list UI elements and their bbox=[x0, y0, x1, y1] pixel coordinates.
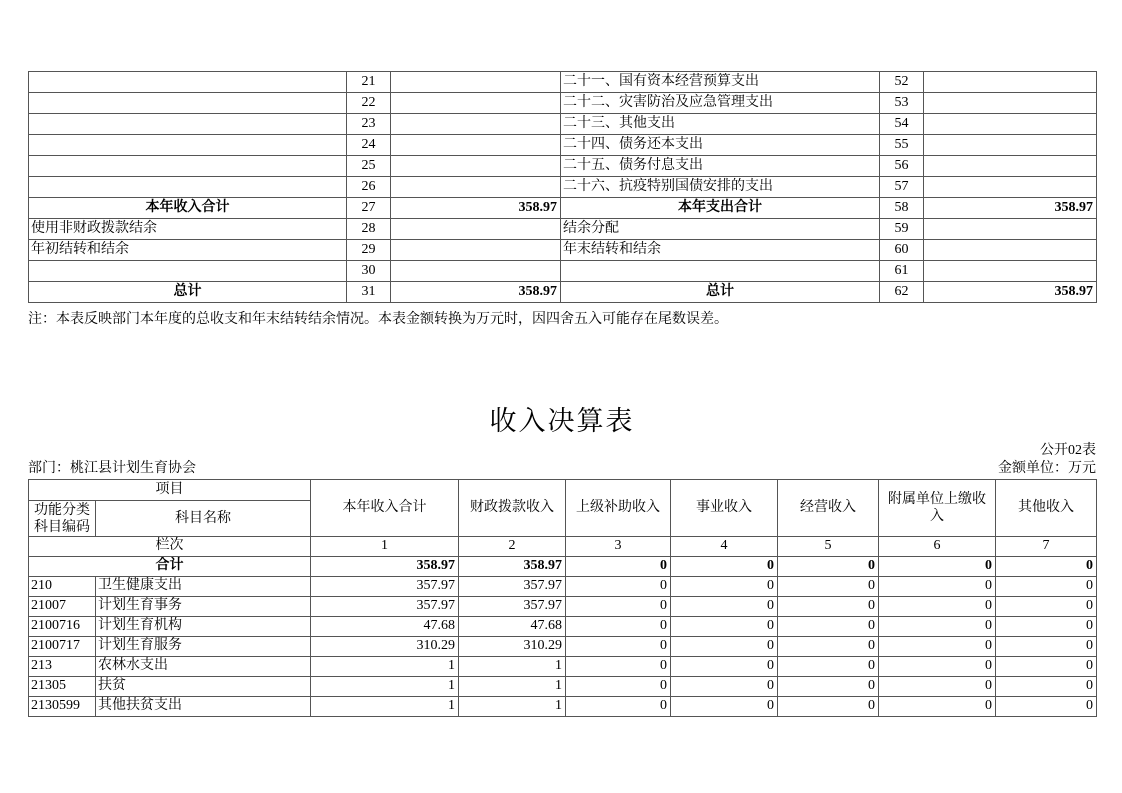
col-index: 6 bbox=[879, 537, 996, 557]
cell-value: 0 bbox=[671, 617, 778, 637]
income-table bbox=[28, 479, 1097, 717]
cell-value: 0 bbox=[996, 577, 1097, 597]
expense-item-label bbox=[561, 261, 880, 282]
income-value bbox=[391, 219, 561, 240]
func-code: 21305 bbox=[29, 677, 96, 697]
cell-value: 0 bbox=[879, 677, 996, 697]
income-value bbox=[391, 93, 561, 114]
income-item-label bbox=[29, 72, 347, 93]
cell-value: 0 bbox=[996, 637, 1097, 657]
income-total-label: 本年收入合计 bbox=[29, 198, 347, 219]
summary-row bbox=[29, 93, 1097, 114]
row-number: 30 bbox=[347, 261, 391, 282]
subject-name: 其他扶贫支出 bbox=[96, 697, 311, 717]
subject-name: 扶贫 bbox=[96, 677, 311, 697]
income-item-label: 使用非财政拨款结余 bbox=[29, 219, 347, 240]
col-header-fiscal-appropriation: 财政拨款收入 bbox=[459, 480, 566, 537]
unit-label: 金额单位：万元 bbox=[998, 461, 1096, 476]
expense-grandtotal-label: 总计 bbox=[561, 282, 880, 303]
cell-value: 1 bbox=[459, 697, 566, 717]
cell-value: 1 bbox=[311, 697, 459, 717]
summary-row bbox=[29, 114, 1097, 135]
expense-value bbox=[924, 240, 1097, 261]
cell-value: 0 bbox=[778, 637, 879, 657]
col-header-operational-income: 事业收入 bbox=[671, 480, 778, 537]
row-number: 21 bbox=[347, 72, 391, 93]
expense-total-value: 358.97 bbox=[924, 198, 1097, 219]
row-number: 58 bbox=[880, 198, 924, 219]
summary-row bbox=[29, 219, 1097, 240]
cell-value: 0 bbox=[671, 677, 778, 697]
cell-value: 357.97 bbox=[311, 597, 459, 617]
col-index: 5 bbox=[778, 537, 879, 557]
expense-value bbox=[924, 135, 1097, 156]
row-number: 27 bbox=[347, 198, 391, 219]
cell-value: 0 bbox=[566, 657, 671, 677]
cell-value: 0 bbox=[671, 597, 778, 617]
col-index: 3 bbox=[566, 537, 671, 557]
expense-item-label: 年末结转和结余 bbox=[561, 240, 880, 261]
cell-value: 0 bbox=[566, 677, 671, 697]
cell-value: 0 bbox=[996, 697, 1097, 717]
income-data-row bbox=[29, 657, 1097, 677]
summary-grandtotal-row bbox=[29, 282, 1097, 303]
row-number: 54 bbox=[880, 114, 924, 135]
expense-item-label: 二十六、抗疫特别国债安排的支出 bbox=[561, 177, 880, 198]
expense-item-label: 二十三、其他支出 bbox=[561, 114, 880, 135]
cell-value: 0 bbox=[996, 617, 1097, 637]
income-item-label bbox=[29, 135, 347, 156]
department-label: 部门：桃江县计划生育协会 bbox=[28, 461, 196, 476]
annual-summary-table bbox=[28, 71, 1097, 303]
func-code: 210 bbox=[29, 577, 96, 597]
cell-value: 1 bbox=[311, 677, 459, 697]
expense-value bbox=[924, 156, 1097, 177]
lanci-label: 栏次 bbox=[29, 537, 311, 557]
row-number: 23 bbox=[347, 114, 391, 135]
col-header-total-income: 本年收入合计 bbox=[311, 480, 459, 537]
cell-value: 0 bbox=[566, 637, 671, 657]
cell-value: 358.97 bbox=[311, 557, 459, 577]
cell-value: 0 bbox=[879, 617, 996, 637]
income-value bbox=[391, 240, 561, 261]
func-code: 2100716 bbox=[29, 617, 96, 637]
subject-name: 卫生健康支出 bbox=[96, 577, 311, 597]
summary-row bbox=[29, 261, 1097, 282]
cell-value: 0 bbox=[879, 577, 996, 597]
table-code: 公开02表 bbox=[1040, 443, 1096, 458]
cell-value: 357.97 bbox=[311, 577, 459, 597]
cell-value: 358.97 bbox=[459, 557, 566, 577]
income-value bbox=[391, 135, 561, 156]
income-item-label bbox=[29, 177, 347, 198]
row-number: 29 bbox=[347, 240, 391, 261]
cell-value: 0 bbox=[778, 657, 879, 677]
row-number: 59 bbox=[880, 219, 924, 240]
cell-value: 1 bbox=[459, 677, 566, 697]
row-number: 26 bbox=[347, 177, 391, 198]
cell-value: 0 bbox=[996, 677, 1097, 697]
subject-name: 农林水支出 bbox=[96, 657, 311, 677]
row-number: 62 bbox=[880, 282, 924, 303]
cell-value: 0 bbox=[996, 597, 1097, 617]
income-data-row bbox=[29, 637, 1097, 657]
income-total-value: 358.97 bbox=[391, 198, 561, 219]
cell-value: 47.68 bbox=[459, 617, 566, 637]
expense-grandtotal-value: 358.97 bbox=[924, 282, 1097, 303]
income-header-row-1 bbox=[29, 480, 1097, 501]
expense-value bbox=[924, 177, 1097, 198]
summary-row bbox=[29, 156, 1097, 177]
col-index: 2 bbox=[459, 537, 566, 557]
col-header-superior-subsidy: 上级补助收入 bbox=[566, 480, 671, 537]
income-data-row bbox=[29, 697, 1097, 717]
row-number: 61 bbox=[880, 261, 924, 282]
cell-value: 0 bbox=[566, 697, 671, 717]
summary-row bbox=[29, 177, 1097, 198]
cell-value: 0 bbox=[996, 657, 1097, 677]
cell-value: 0 bbox=[566, 597, 671, 617]
expense-value bbox=[924, 93, 1097, 114]
expense-total-label: 本年支出合计 bbox=[561, 198, 880, 219]
func-code: 21007 bbox=[29, 597, 96, 617]
table-meta-row bbox=[28, 457, 1096, 477]
cell-value: 0 bbox=[671, 657, 778, 677]
col-index: 1 bbox=[311, 537, 459, 557]
expense-item-label: 二十二、灾害防治及应急管理支出 bbox=[561, 93, 880, 114]
col-header-project: 项目 bbox=[29, 480, 311, 501]
income-data-row bbox=[29, 577, 1097, 597]
func-code: 2130599 bbox=[29, 697, 96, 717]
income-total-row bbox=[29, 557, 1097, 577]
cell-value: 0 bbox=[671, 577, 778, 597]
cell-value: 357.97 bbox=[459, 597, 566, 617]
func-code: 2100717 bbox=[29, 637, 96, 657]
income-data-row bbox=[29, 617, 1097, 637]
cell-value: 0 bbox=[566, 577, 671, 597]
cell-value: 47.68 bbox=[311, 617, 459, 637]
cell-value: 0 bbox=[566, 557, 671, 577]
cell-value: 0 bbox=[778, 677, 879, 697]
income-column-index-row bbox=[29, 537, 1097, 557]
summary-row bbox=[29, 240, 1097, 261]
cell-value: 0 bbox=[671, 557, 778, 577]
row-number: 25 bbox=[347, 156, 391, 177]
row-number: 28 bbox=[347, 219, 391, 240]
expense-item-label: 结余分配 bbox=[561, 219, 880, 240]
income-value bbox=[391, 177, 561, 198]
subject-name: 计划生育服务 bbox=[96, 637, 311, 657]
expense-value bbox=[924, 72, 1097, 93]
expense-value bbox=[924, 261, 1097, 282]
expense-value bbox=[924, 114, 1097, 135]
cell-value: 357.97 bbox=[459, 577, 566, 597]
income-data-row bbox=[29, 597, 1097, 617]
income-value bbox=[391, 156, 561, 177]
row-number: 55 bbox=[880, 135, 924, 156]
col-header-subordinate-remittance: 附属单位上缴收入 bbox=[879, 480, 996, 537]
expense-item-label: 二十四、债务还本支出 bbox=[561, 135, 880, 156]
cell-value: 0 bbox=[879, 557, 996, 577]
total-label: 合计 bbox=[29, 557, 311, 577]
row-number: 57 bbox=[880, 177, 924, 198]
expense-value bbox=[924, 219, 1097, 240]
income-data-row bbox=[29, 677, 1097, 697]
cell-value: 0 bbox=[671, 697, 778, 717]
cell-value: 1 bbox=[311, 657, 459, 677]
expense-item-label: 二十五、债务付息支出 bbox=[561, 156, 880, 177]
row-number: 52 bbox=[880, 72, 924, 93]
income-item-label bbox=[29, 261, 347, 282]
col-header-subject-name: 科目名称 bbox=[96, 501, 311, 537]
expense-item-label: 二十一、国有资本经营预算支出 bbox=[561, 72, 880, 93]
col-header-business-income: 经营收入 bbox=[778, 480, 879, 537]
cell-value: 0 bbox=[879, 697, 996, 717]
row-number: 22 bbox=[347, 93, 391, 114]
income-grandtotal-value: 358.97 bbox=[391, 282, 561, 303]
subject-name: 计划生育机构 bbox=[96, 617, 311, 637]
cell-value: 0 bbox=[566, 617, 671, 637]
cell-value: 0 bbox=[996, 557, 1097, 577]
col-header-other-income: 其他收入 bbox=[996, 480, 1097, 537]
col-index: 4 bbox=[671, 537, 778, 557]
cell-value: 0 bbox=[671, 637, 778, 657]
income-grandtotal-label: 总计 bbox=[29, 282, 347, 303]
cell-value: 0 bbox=[778, 597, 879, 617]
cell-value: 310.29 bbox=[459, 637, 566, 657]
income-item-label bbox=[29, 156, 347, 177]
row-number: 31 bbox=[347, 282, 391, 303]
income-value bbox=[391, 261, 561, 282]
income-value bbox=[391, 114, 561, 135]
cell-value: 0 bbox=[778, 617, 879, 637]
cell-value: 1 bbox=[459, 657, 566, 677]
cell-value: 310.29 bbox=[311, 637, 459, 657]
row-number: 56 bbox=[880, 156, 924, 177]
summary-row bbox=[29, 72, 1097, 93]
func-code: 213 bbox=[29, 657, 96, 677]
summary-row bbox=[29, 135, 1097, 156]
cell-value: 0 bbox=[778, 697, 879, 717]
subject-name: 计划生育事务 bbox=[96, 597, 311, 617]
income-item-label: 年初结转和结余 bbox=[29, 240, 347, 261]
income-item-label bbox=[29, 93, 347, 114]
row-number: 53 bbox=[880, 93, 924, 114]
row-number: 60 bbox=[880, 240, 924, 261]
income-table-title: 收入决算表 bbox=[489, 406, 635, 436]
cell-value: 0 bbox=[879, 637, 996, 657]
cell-value: 0 bbox=[778, 557, 879, 577]
table-note: 注：本表反映部门本年度的总收支和年末结转结余情况。本表金额转换为万元时，因四舍五入可能存在尾数误差。 bbox=[28, 312, 728, 327]
cell-value: 0 bbox=[778, 577, 879, 597]
cell-value: 0 bbox=[879, 597, 996, 617]
income-item-label bbox=[29, 114, 347, 135]
row-number: 24 bbox=[347, 135, 391, 156]
summary-total-row bbox=[29, 198, 1097, 219]
col-header-func-code: 功能分类科目编码 bbox=[29, 501, 96, 537]
col-index: 7 bbox=[996, 537, 1097, 557]
cell-value: 0 bbox=[879, 657, 996, 677]
income-value bbox=[391, 72, 561, 93]
